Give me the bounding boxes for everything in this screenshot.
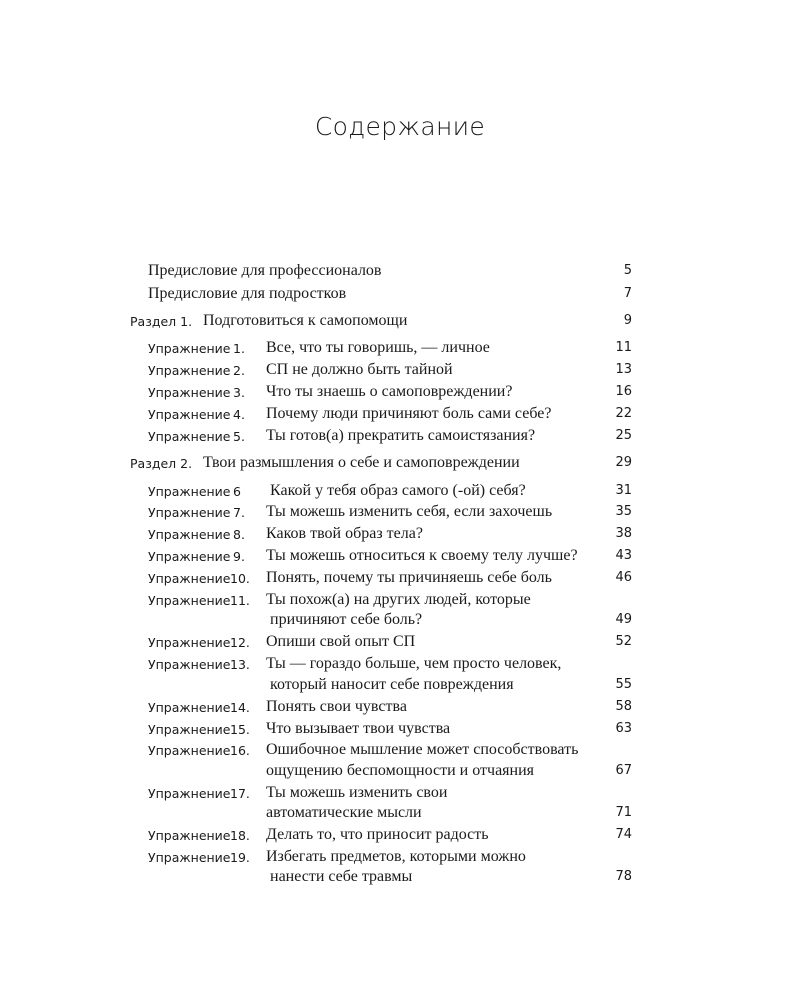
exercise-number: 15. bbox=[230, 722, 250, 737]
exercise-title: Ты можешь относиться к своему телу лучше? bbox=[266, 547, 578, 564]
exercise-title: Ты — гораздо больше, чем просто человек, bbox=[266, 655, 562, 672]
exercise-title: Что вызывает твои чувства bbox=[266, 720, 451, 737]
exercise-title: Почему люди причиняют боль сами себе? bbox=[266, 405, 552, 422]
exercise-number: 6 bbox=[233, 484, 241, 499]
exercise-title: Ты можешь изменить свои bbox=[266, 784, 448, 801]
exercise-title: Ты готов(а) прекратить самоистязания? bbox=[266, 427, 536, 444]
exercise-title-line2: причиняют себе боль? bbox=[270, 611, 423, 628]
exercise-label: Упражнение bbox=[148, 549, 231, 564]
toc-entry-page: 5 bbox=[623, 263, 632, 278]
exercise-page: 63 bbox=[615, 721, 632, 736]
exercise-label: Упражнение bbox=[148, 743, 231, 758]
exercise-title: Ты похож(а) на других людей, которые bbox=[266, 591, 531, 608]
exercise-number: 3. bbox=[233, 385, 245, 400]
exercise-page: 52 bbox=[615, 634, 632, 649]
section-label: Раздел 2. bbox=[130, 456, 193, 471]
exercise-number: 18. bbox=[230, 828, 250, 843]
section-page: 9 bbox=[623, 313, 632, 328]
section-title: Твои размышления о себе и самоповреждении bbox=[203, 454, 520, 471]
exercise-number: 11. bbox=[230, 593, 250, 608]
exercise-label: Упражнение bbox=[148, 341, 231, 356]
exercise-label: Упражнение bbox=[148, 505, 231, 520]
exercise-number: 19. bbox=[230, 850, 250, 865]
exercise-label: Упражнение bbox=[148, 786, 231, 801]
exercise-label: Упражнение bbox=[148, 828, 231, 843]
exercise-label: Упражнение bbox=[148, 657, 231, 672]
exercise-page: 46 bbox=[615, 570, 632, 585]
exercise-title: Избегать предметов, которыми можно bbox=[266, 848, 526, 865]
exercise-page: 22 bbox=[615, 406, 632, 421]
exercise-number: 10. bbox=[230, 571, 250, 586]
exercise-title: Опиши свой опыт СП bbox=[266, 633, 416, 650]
exercise-page: 71 bbox=[615, 805, 632, 820]
exercise-number: 8. bbox=[233, 527, 245, 542]
exercise-page: 58 bbox=[615, 699, 632, 714]
exercise-page: 11 bbox=[615, 340, 632, 355]
exercise-title: СП не должно быть тайной bbox=[266, 361, 453, 378]
exercise-label: Упражнение bbox=[148, 722, 231, 737]
toc-entry-page: 7 bbox=[623, 286, 632, 301]
exercise-number: 16. bbox=[230, 743, 250, 758]
exercise-page: 38 bbox=[615, 526, 632, 541]
exercise-number: 9. bbox=[233, 549, 245, 564]
exercise-label: Упражнение bbox=[148, 700, 231, 715]
exercise-title-line2: который наносит себе повреждения bbox=[270, 676, 514, 693]
exercise-page: 74 bbox=[615, 827, 632, 842]
exercise-page: 49 bbox=[615, 612, 632, 627]
section-title: Подготовиться к самопомощи bbox=[203, 312, 408, 329]
exercise-label: Упражнение bbox=[148, 429, 231, 444]
exercise-title: Понять свои чувства bbox=[266, 698, 407, 715]
exercise-label: Упражнение bbox=[148, 850, 231, 865]
section-label: Раздел 1. bbox=[130, 314, 193, 329]
exercise-number: 7. bbox=[233, 505, 245, 520]
exercise-title: Какой у тебя образ самого (-ой) себя? bbox=[270, 482, 526, 499]
exercise-number: 14. bbox=[230, 700, 250, 715]
exercise-title-line2: нанести себе травмы bbox=[270, 868, 413, 885]
exercise-label: Упражнение bbox=[148, 363, 231, 378]
exercise-label: Упражнение bbox=[148, 571, 231, 586]
exercise-label: Упражнение bbox=[148, 635, 231, 650]
exercise-page: 16 bbox=[615, 384, 632, 399]
section-page: 29 bbox=[615, 455, 632, 470]
exercise-title: Понять, почему ты причиняешь себе боль bbox=[266, 569, 552, 586]
exercise-label: Упражнение bbox=[148, 407, 231, 422]
exercise-page: 43 bbox=[615, 548, 632, 563]
exercise-page: 67 bbox=[615, 763, 632, 778]
exercise-page: 31 bbox=[615, 483, 632, 498]
exercise-label: Упражнение bbox=[148, 527, 231, 542]
exercise-title: Все, что ты говоришь, — личное bbox=[266, 339, 490, 356]
toc-entry-title: Предисловие для подростков bbox=[148, 285, 347, 302]
exercise-number: 4. bbox=[233, 407, 245, 422]
exercise-page: 13 bbox=[615, 362, 632, 377]
exercise-page: 35 bbox=[615, 504, 632, 519]
exercise-title: Ошибочное мышление может способствовать bbox=[266, 741, 579, 758]
exercise-title: Делать то, что приносит радость bbox=[266, 826, 489, 843]
exercise-title: Ты можешь изменить себя, если захочешь bbox=[266, 503, 553, 520]
exercise-title-line2: автоматические мысли bbox=[266, 804, 422, 821]
page-title: Содержание bbox=[314, 112, 486, 141]
exercise-title: Что ты знаешь о самоповреждении? bbox=[266, 383, 513, 400]
exercise-number: 1. bbox=[233, 341, 245, 356]
exercise-number: 17. bbox=[230, 786, 250, 801]
exercise-page: 25 bbox=[615, 428, 632, 443]
exercise-label: Упражнение bbox=[148, 593, 231, 608]
exercise-number: 2. bbox=[233, 363, 245, 378]
exercise-title-line2: ощущению беспомощности и отчаяния bbox=[266, 762, 535, 779]
toc-entry-title: Предисловие для профессионалов bbox=[148, 262, 382, 279]
exercise-title: Каков твой образ тела? bbox=[266, 525, 423, 542]
exercise-number: 5. bbox=[233, 429, 245, 444]
exercise-page: 55 bbox=[615, 677, 632, 692]
exercise-number: 12. bbox=[230, 635, 250, 650]
exercise-number: 13. bbox=[230, 657, 250, 672]
exercise-label: Упражнение bbox=[148, 484, 231, 499]
exercise-page: 78 bbox=[615, 869, 632, 884]
exercise-label: Упражнение bbox=[148, 385, 231, 400]
